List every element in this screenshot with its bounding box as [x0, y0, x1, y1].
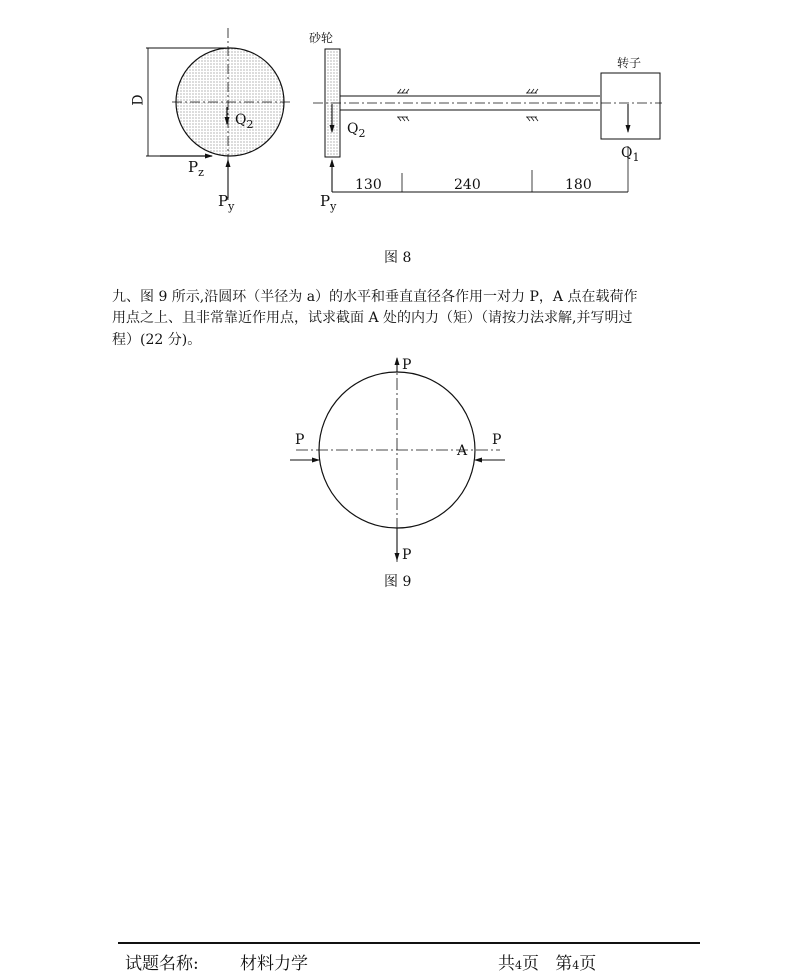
- dimension-130: 130: [355, 177, 382, 193]
- point-a-label: A: [457, 443, 468, 459]
- question-9-line-3: 程）(22 分)。: [112, 332, 202, 348]
- question-9-line-1: 九、图 9 所示,沿圆环（半径为 a）的水平和垂直直径各作用一对力 P，A 点在载荷作: [112, 289, 638, 305]
- exam-name-label: 试题名称:: [125, 954, 199, 974]
- figure-9-caption: 图 9: [384, 574, 412, 590]
- q2-label-right: $Q_2$: [347, 121, 366, 140]
- diameter-label: D: [130, 94, 147, 106]
- dimension-240: 240: [454, 177, 481, 193]
- rotor-label: 转子: [617, 56, 642, 70]
- bearing-left: [397, 89, 409, 121]
- bearing-right: [526, 89, 538, 121]
- force-p-right-label: P: [492, 432, 502, 448]
- py-label-left: $P_y$: [218, 192, 235, 213]
- force-p-bottom-label: P: [402, 547, 412, 563]
- py-label-right: $P_y$: [320, 192, 337, 213]
- figure-8-caption: 图 8: [384, 250, 412, 266]
- figure-9-ring: [290, 358, 505, 562]
- force-p-left-label: P: [295, 432, 305, 448]
- wheel-side-view: [146, 28, 292, 200]
- force-p-top-label: P: [402, 357, 412, 373]
- exam-name: 材料力学: [240, 954, 308, 974]
- grinding-wheel-label: 砂轮: [309, 31, 334, 45]
- pz-label: $P_z$: [188, 158, 204, 179]
- page-count: 共4页 第4页: [498, 954, 597, 974]
- question-9-line-2: 用点之上、且非常靠近作用点，试求截面 A 处的内力（矩）（请按力法求解,并写明过: [112, 310, 633, 326]
- dimension-180: 180: [565, 177, 592, 193]
- q2-label-left: $Q_2$: [235, 112, 254, 131]
- q1-label: $Q_1$: [621, 145, 640, 164]
